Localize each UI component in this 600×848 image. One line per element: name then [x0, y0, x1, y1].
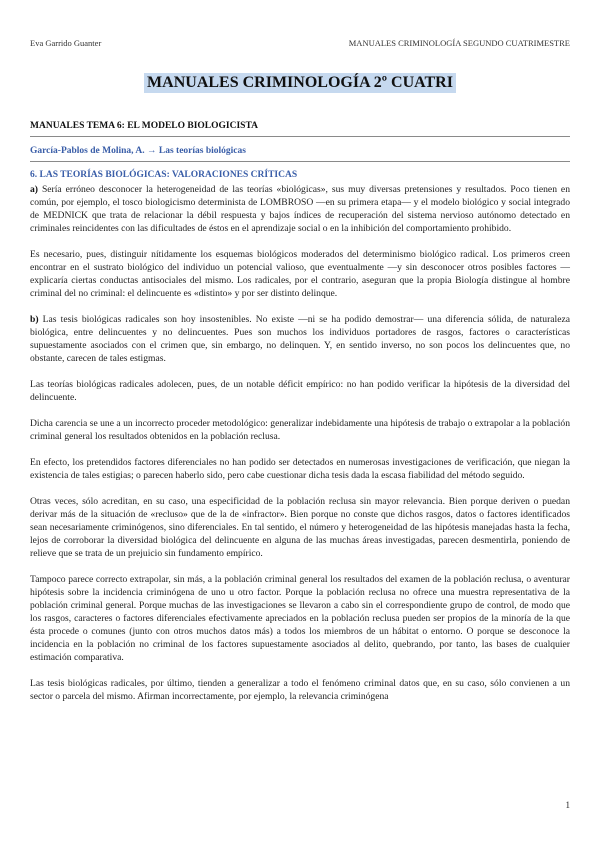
paragraph-text: Las tesis biológicas radicales son hoy insostenibles. No existe —ni se ha podido demostrar— una diferencia sólida, de naturaleza biológica, entre delincuentes y no delincuentes. Pues son muchos los individuos portadores de rasgos, factores o características supuestamente asociados con el crimen que, sin embargo, no delinquen. Y, en sentido inverso, no son pocos los delincuentes que, no obstante, carecen de tales estigmas.	[30, 314, 570, 364]
paragraph: Las teorías biológicas radicales adolecen, pues, de un notable déficit empírico: no han podido verificar la hipótesis de la diversidad del delincuente.	[30, 379, 570, 403]
paragraph-label: a)	[30, 184, 38, 195]
paragraph: En efecto, los pretendidos factores diferenciales no han podido ser detectados en numerosas investigaciones de verificación, que niegan la existencia de tales estigias; o parecen haberlo sido, pero cabe cuestionar dicha tesis dada la escasa fiabilidad del método seguido.	[30, 457, 570, 481]
section-heading-chapter: 6. LAS TEORÍAS BIOLÓGICAS: VALORACIONES CRÍTICAS	[30, 170, 298, 180]
paragraph-text: Sería erróneo desconocer la heterogeneidad de las teorías «biológicas», sus muy diversas pretensiones y resultados. Poco tienen en común, por ejemplo, el tosco biologicismo determinista de LOMBROSO —en su primera etapa— y el modelo biológico y social integrado de MEDNICK que trata de relacionar la débil respuesta y bajos índices de recuperación del sistema nervioso autónomo detectado en criminales reincidentes con las dificultades de éstos en el aprendizaje social o en la inhibición del comportamiento prohibido.	[30, 184, 570, 234]
page-title: MANUALES CRIMINOLOGÍA 2º CUATRI	[144, 73, 456, 93]
section-heading-source: García-Pablos de Molina, A. → Las teorías biológicas	[30, 146, 246, 156]
header-author: Eva Garrido Guanter	[30, 38, 102, 48]
paragraph-label: b)	[30, 314, 39, 325]
paragraph: Es necesario, pues, distinguir nítidamente los esquemas biológicos moderados del determinismo biológico radical. Los primeros creen encontrar en el sustrato biológico del individuo un potencial valioso, que eventualmente —y sin desconocer otros posibles factores — explicaría ciertas conductas antisociales del mismo. Los radicales, por el contrario, aseguran que la propia Biología distingue al hombre criminal del no criminal: el delincuente es «distinto» y por ser distinto delinque.	[30, 249, 570, 299]
paragraph	[30, 183, 570, 235]
title-container	[0, 73, 600, 93]
paragraph: Las tesis biológicas radicales, por último, tienden a generalizar a todo el fenómeno criminal datos que, en su caso, sólo convienen a un sector o parcela del mismo. Afirman incorrectamente, por ejemplo, la relevancia criminógena	[30, 678, 570, 702]
divider	[30, 161, 570, 162]
divider	[30, 136, 570, 137]
page-number: 1	[565, 800, 570, 810]
paragraph	[30, 313, 570, 365]
header-course: MANUALES CRIMINOLOGÍA SEGUNDO CUATRIMESTRE	[348, 38, 570, 48]
section-heading-topic: MANUALES TEMA 6: EL MODELO BIOLOGICISTA	[30, 121, 258, 131]
body-text	[30, 183, 570, 716]
paragraph: Tampoco parece correcto extrapolar, sin más, a la población criminal general los resultados del examen de la población reclusa, o aventurar hipótesis sobre la incidencia criminógena de uno u otro factor. Porque la población reclusa no ofrece una muestra representativa de la población criminal general. Porque muchas de las investigaciones se llevaron a cabo sin el correspondiente grupo de control, de modo que los rasgos, caracteres o factores diferenciales efectivamente apreciados en la población reclusa pueden ser propios de la minoría de la que ésta procede o comunes (junto con otros muchos datos más) a todos los miembros de un hábitat o entorno. O porque se desconoce la incidencia en la población no criminal de los factores supuestamente asociados al delito, quebrando, por tanto, las bases de cualquier estimación comparativa.	[30, 574, 570, 663]
paragraph: Otras veces, sólo acreditan, en su caso, una especificidad de la población reclusa sin mayor relevancia. Bien porque deriven o puedan derivar más de la situación de «recluso» que de la de «infractor». Bien porque no conste que dichos rasgos, datos o factores identificados sean necesariamente criminógenos, sino diferenciales. En tal sentido, el número y heterogeneidad de las hipótesis manejadas hasta la fecha, lejos de corroborar la diversidad biológica del delincuente en alguna de las muchas áreas investigadas, parecen desmentirla, poniendo de relieve que se trata de un prejuicio sin fundamento empírico.	[30, 496, 570, 559]
paragraph: Dicha carencia se une a un incorrecto proceder metodológico: generalizar indebidamente una hipótesis de trabajo o extrapolar a la población criminal general los resultados obtenidos en la población reclusa.	[30, 418, 570, 442]
